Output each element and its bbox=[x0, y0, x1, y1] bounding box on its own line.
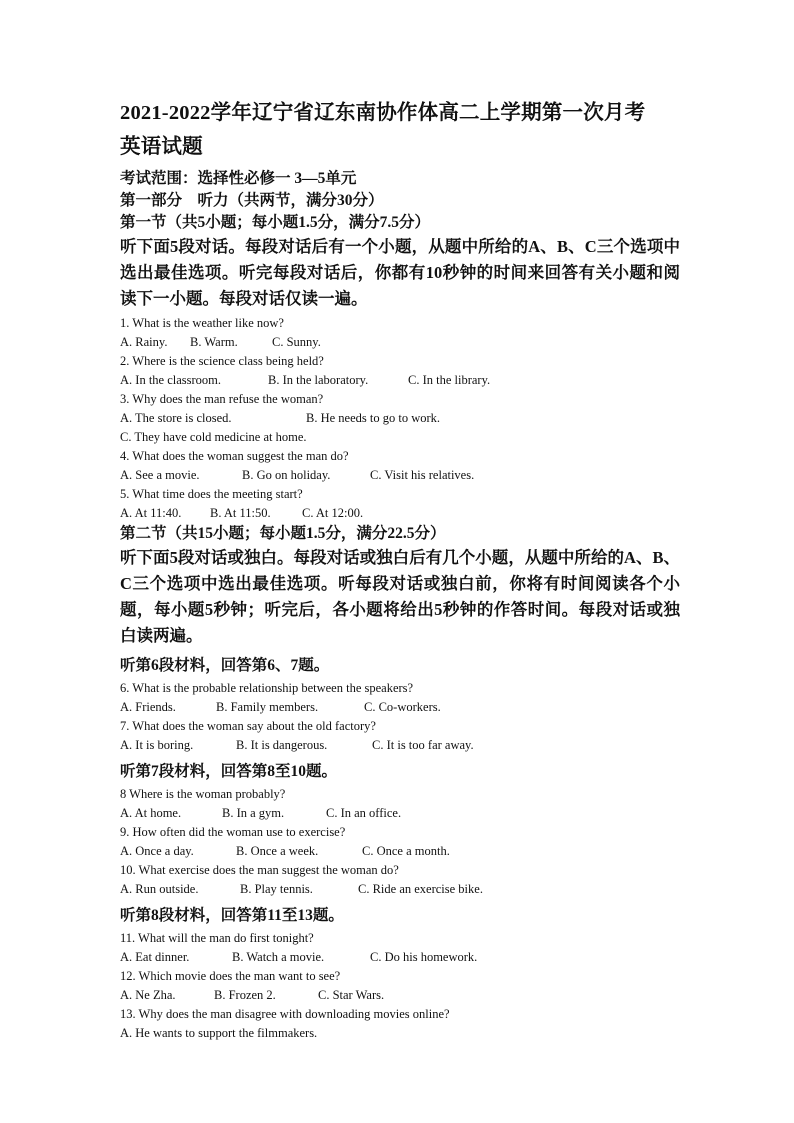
question: 1. What is the weather like now? bbox=[120, 316, 284, 330]
exam-title-line2: 英语试题 bbox=[120, 136, 203, 158]
question: 7. What does the woman say about the old factory? bbox=[120, 719, 376, 733]
option: C. Co-workers. bbox=[364, 700, 441, 714]
question: 13. Why does the man disagree with downloading movies online? bbox=[120, 1007, 450, 1021]
options-row bbox=[120, 698, 680, 717]
section2-groups bbox=[120, 655, 680, 1043]
option: B. Warm. bbox=[190, 335, 238, 349]
option: B. In the laboratory. bbox=[268, 373, 369, 387]
question: 4. What does the woman suggest the man do? bbox=[120, 449, 349, 463]
options-row bbox=[120, 736, 680, 755]
option: A. At 11:40. bbox=[120, 506, 182, 520]
question: 8 Where is the woman probably? bbox=[120, 787, 286, 801]
question: 5. What time does the meeting start? bbox=[120, 487, 303, 501]
options-row bbox=[120, 504, 680, 523]
question: 2. Where is the science class being held? bbox=[120, 354, 324, 368]
option: C. In the library. bbox=[408, 373, 491, 387]
options-row bbox=[120, 1024, 680, 1043]
options-row bbox=[120, 428, 680, 447]
option: A. See a movie. bbox=[120, 468, 200, 482]
option: A. Friends. bbox=[120, 700, 176, 714]
option: B. Family members. bbox=[216, 700, 319, 714]
question: 3. Why does the man refuse the woman? bbox=[120, 392, 324, 406]
option: A. In the classroom. bbox=[120, 373, 222, 387]
section1-questions bbox=[120, 314, 680, 523]
option: B. He needs to go to work. bbox=[306, 411, 441, 425]
option: B. In a gym. bbox=[222, 806, 285, 820]
option: C. Do his homework. bbox=[370, 950, 478, 964]
question: 6. What is the probable relationship between the speakers? bbox=[120, 681, 414, 695]
option: A. The store is closed. bbox=[120, 411, 232, 425]
options-row bbox=[120, 466, 680, 485]
group-label: 听第8段材料，回答第11至13题。 bbox=[120, 907, 344, 924]
option: B. Frozen 2. bbox=[214, 988, 276, 1002]
option: B. Watch a movie. bbox=[232, 950, 325, 964]
option: C. Ride an exercise bike. bbox=[358, 882, 483, 896]
option: C. Visit his relatives. bbox=[370, 468, 475, 482]
option: C. They have cold medicine at home. bbox=[120, 430, 307, 444]
exam-scope: 考试范围：选择性必修一 3—5单元 bbox=[120, 170, 357, 187]
section1-instructions: 听下面5段对话。每段对话后有一个小题，从题中所给的A、B、C三个选项中选出最佳选项。听完每段对话后，你都有10秒钟的时间来回答有关小题和阅读下一小题。每段对话仅读一遍。 bbox=[120, 237, 680, 308]
option: A. Run outside. bbox=[120, 882, 199, 896]
section2-instructions: 听下面5段对话或独白。每段对话或独白后有几个小题，从题中所给的A、B、C三个选项中选出最佳选项。听每段对话或独白前，你将有时间阅读各个小题，每小题5秒钟；听完后，各小题将给出5秒钟的作答时间。每段对话或独白读两遍。 bbox=[120, 548, 680, 645]
group-label: 听第7段材料，回答第8至10题。 bbox=[120, 763, 338, 780]
options-row bbox=[120, 986, 680, 1005]
option: A. Once a day. bbox=[120, 844, 194, 858]
option: B. It is dangerous. bbox=[236, 738, 328, 752]
question: 11. What will the man do first tonight? bbox=[120, 931, 314, 945]
option: A. He wants to support the filmmakers. bbox=[120, 1026, 318, 1040]
options-row bbox=[120, 371, 680, 390]
option: C. It is too far away. bbox=[372, 738, 474, 752]
option: B. Once a week. bbox=[236, 844, 319, 858]
exam-title-line1: 2021-2022学年辽宁省辽东南协作体高二上学期第一次月考 bbox=[120, 102, 646, 124]
option: C. At 12:00. bbox=[302, 506, 364, 520]
option: A. It is boring. bbox=[120, 738, 194, 752]
options-row bbox=[120, 842, 680, 861]
option: B. Play tennis. bbox=[240, 882, 313, 896]
question: 9. How often did the woman use to exercise? bbox=[120, 825, 346, 839]
group-label: 听第6段材料，回答第6、7题。 bbox=[120, 657, 330, 674]
option: B. At 11:50. bbox=[210, 506, 271, 520]
options-row bbox=[120, 804, 680, 823]
option: A. Eat dinner. bbox=[120, 950, 190, 964]
options-row bbox=[120, 948, 680, 967]
options-row bbox=[120, 333, 680, 352]
option: B. Go on holiday. bbox=[242, 468, 331, 482]
option: A. At home. bbox=[120, 806, 182, 820]
question: 12. Which movie does the man want to see? bbox=[120, 969, 341, 983]
question: 10. What exercise does the man suggest the woman do? bbox=[120, 863, 399, 877]
option: A. Rainy. bbox=[120, 335, 168, 349]
option: A. Ne Zha. bbox=[120, 988, 176, 1002]
option: C. Once a month. bbox=[362, 844, 450, 858]
option: C. Sunny. bbox=[272, 335, 321, 349]
options-row bbox=[120, 409, 680, 428]
option: C. Star Wars. bbox=[318, 988, 385, 1002]
option: C. In an office. bbox=[326, 806, 402, 820]
exam-page bbox=[120, 96, 680, 1043]
part1-heading: 第一部分 听力（共两节，满分30分） bbox=[120, 192, 384, 209]
section1-heading: 第一节（共5小题；每小题1.5分，满分7.5分） bbox=[120, 214, 431, 231]
options-row bbox=[120, 880, 680, 899]
section2-heading: 第二节（共15小题；每小题1.5分，满分22.5分） bbox=[120, 525, 446, 542]
